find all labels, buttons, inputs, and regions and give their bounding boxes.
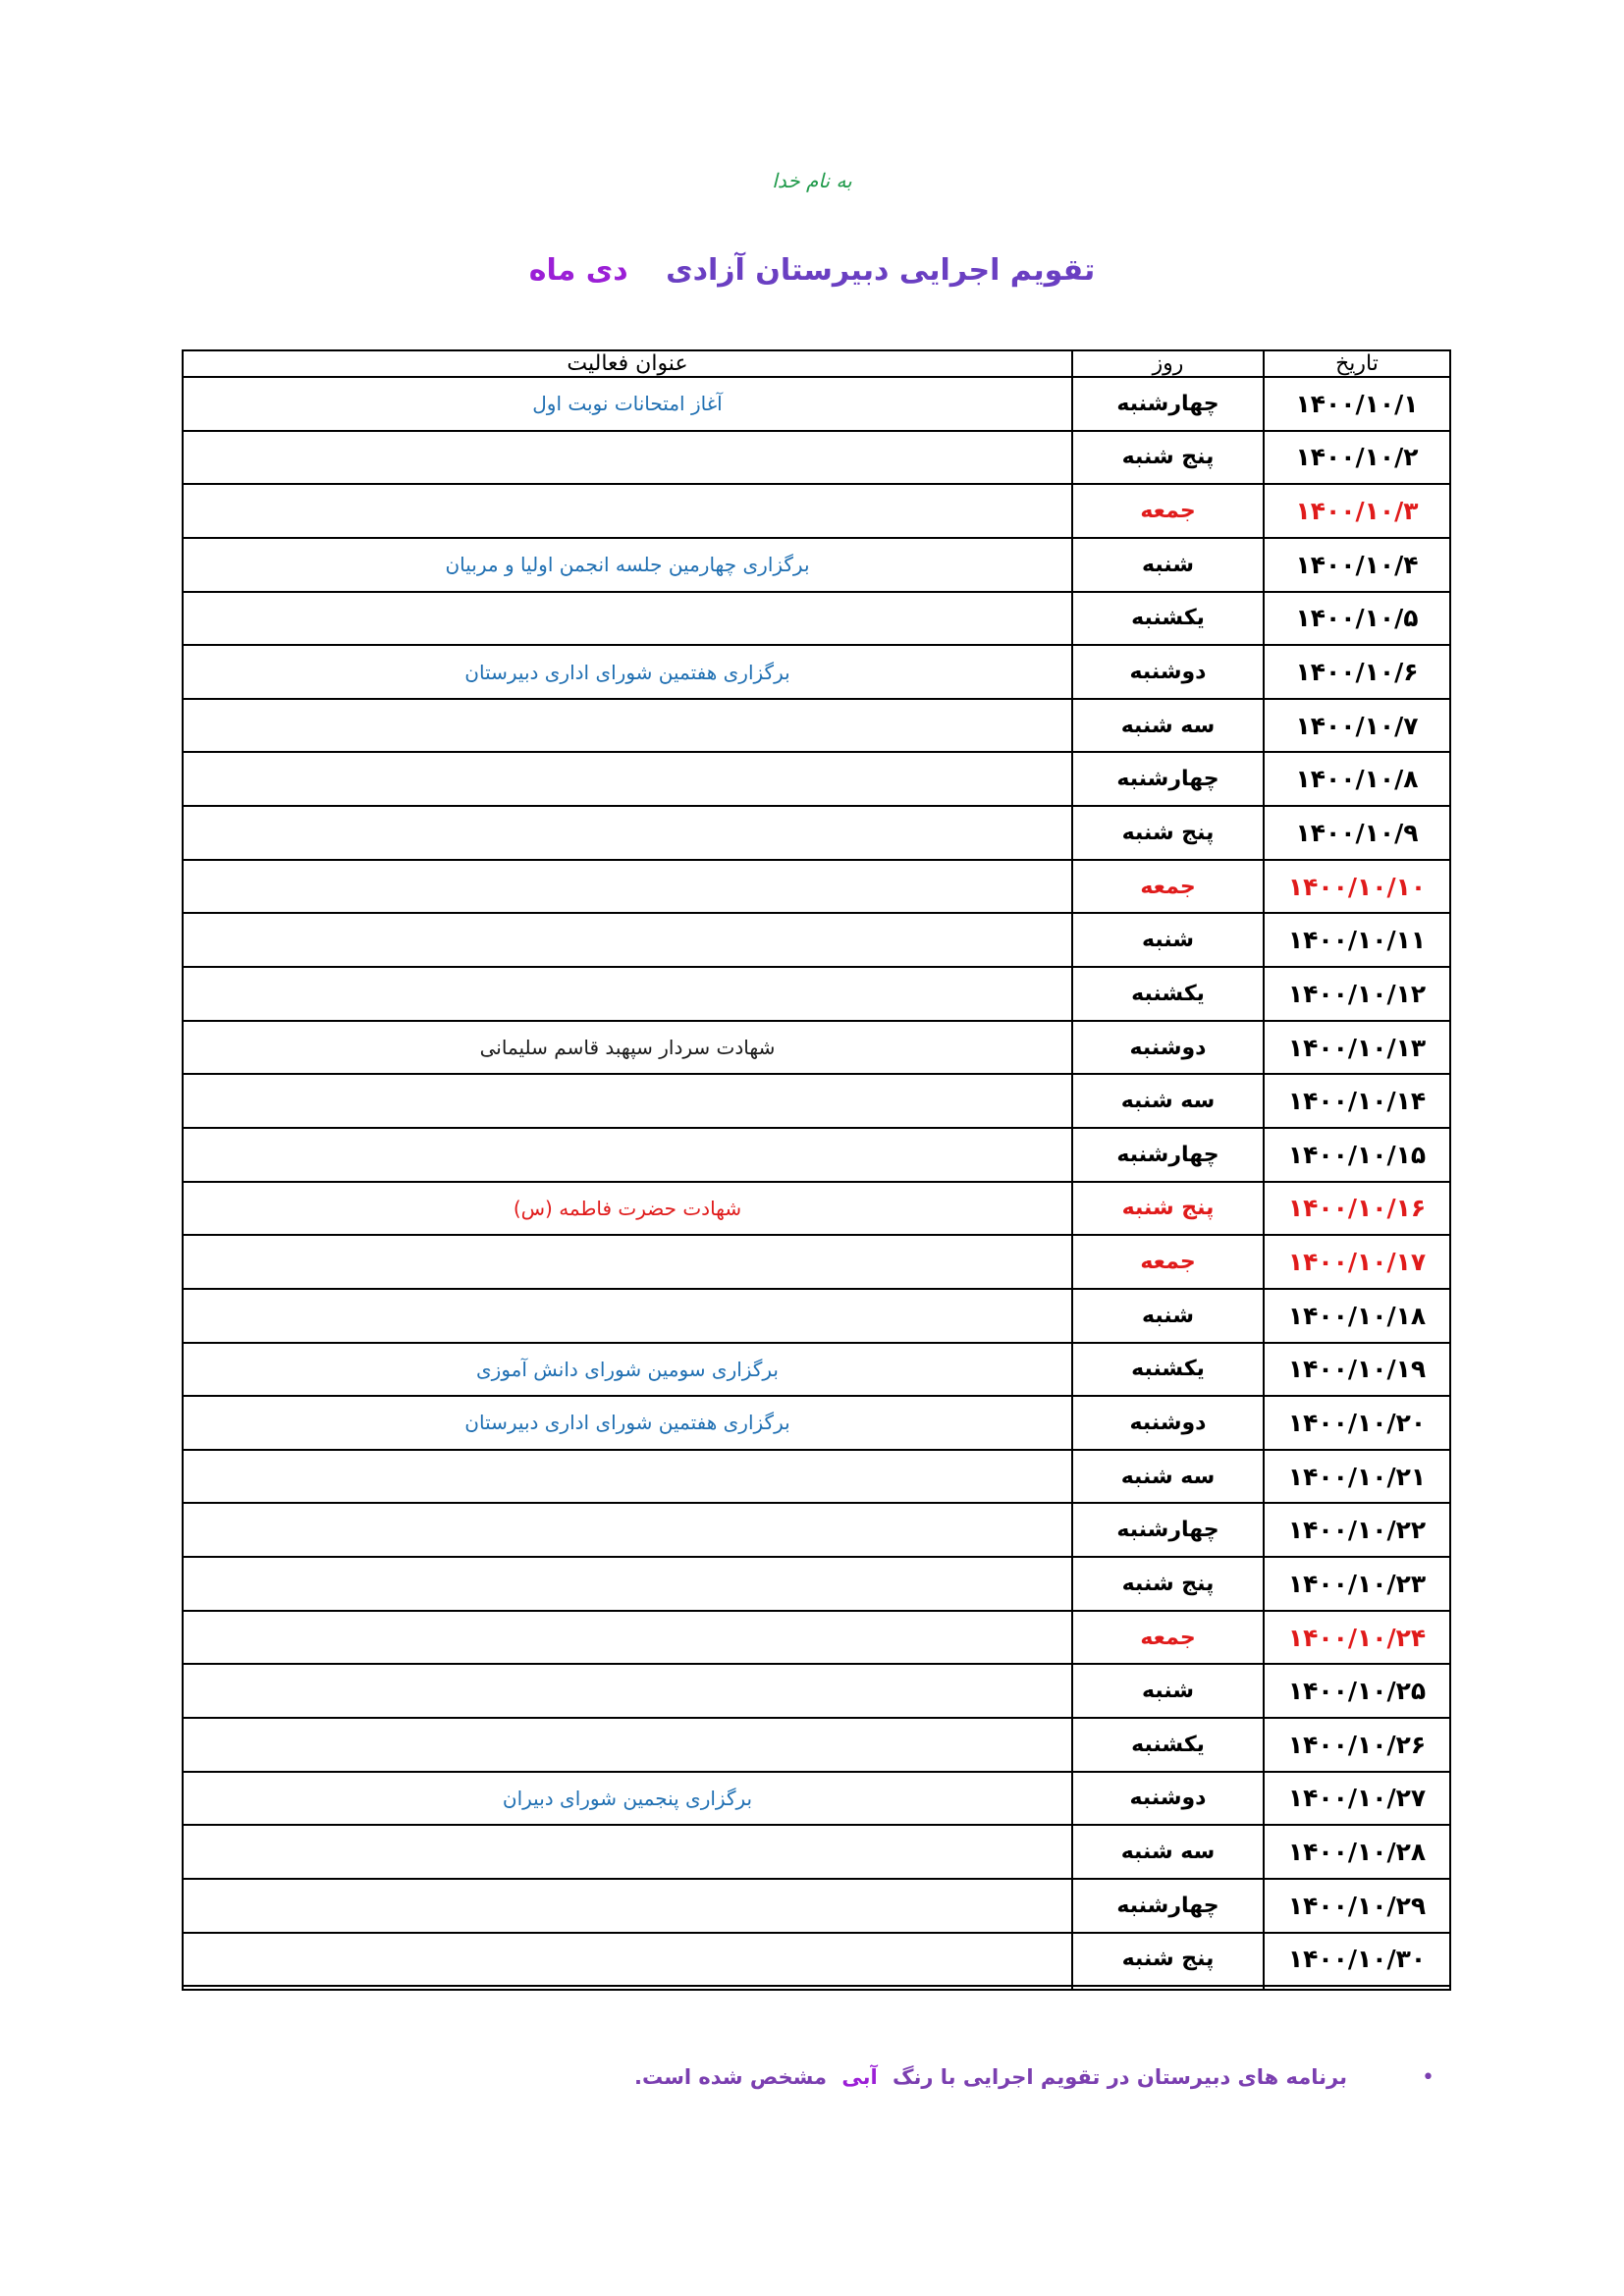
- cell-day: شنبه: [1072, 1289, 1264, 1343]
- cell-date: [1264, 1986, 1450, 1990]
- cell-date: ۱۴۰۰/۱۰/۲: [1264, 431, 1450, 485]
- cell-day: جمعه: [1072, 1611, 1264, 1665]
- table-row: [183, 484, 1450, 538]
- cell-activity: آغاز امتحانات نوبت اول: [183, 377, 1072, 431]
- cell-activity: برگزاری چهارمین جلسه انجمن اولیا و مربیان: [183, 538, 1072, 592]
- cell-activity: [183, 860, 1072, 914]
- cell-date: ۱۴۰۰/۱۰/۵: [1264, 592, 1450, 646]
- table-row: [183, 806, 1450, 860]
- cell-date: ۱۴۰۰/۱۰/۱۳: [1264, 1021, 1450, 1075]
- table-row: [183, 1772, 1450, 1826]
- cell-date: ۱۴۰۰/۱۰/۲۶: [1264, 1718, 1450, 1772]
- cell-date: ۱۴۰۰/۱۰/۲۱: [1264, 1450, 1450, 1504]
- cell-date: ۱۴۰۰/۱۰/۷: [1264, 699, 1450, 753]
- cell-date: ۱۴۰۰/۱۰/۱: [1264, 377, 1450, 431]
- cell-day: سه شنبه: [1072, 1450, 1264, 1504]
- cell-date: ۱۴۰۰/۱۰/۱۶: [1264, 1182, 1450, 1236]
- cell-date: ۱۴۰۰/۱۰/۸: [1264, 752, 1450, 806]
- cell-date: ۱۴۰۰/۱۰/۲۷: [1264, 1772, 1450, 1826]
- cell-date: ۱۴۰۰/۱۰/۱۰: [1264, 860, 1450, 914]
- table-row: [183, 860, 1450, 914]
- table-row: [183, 1718, 1450, 1772]
- cell-day: سه شنبه: [1072, 699, 1264, 753]
- cell-activity: [183, 806, 1072, 860]
- cell-date: ۱۴۰۰/۱۰/۳۰: [1264, 1933, 1450, 1987]
- header-activity: عنوان فعالیت: [183, 350, 1072, 377]
- cell-day: دوشنبه: [1072, 1772, 1264, 1826]
- cell-day: پنج شنبه: [1072, 1557, 1264, 1611]
- cell-day: چهارشنبه: [1072, 1128, 1264, 1182]
- cell-activity: برگزاری هفتمین شورای اداری دبیرستان: [183, 645, 1072, 699]
- cell-day: چهارشنبه: [1072, 1503, 1264, 1557]
- cell-date: ۱۴۰۰/۱۰/۱۵: [1264, 1128, 1450, 1182]
- table-row: [183, 699, 1450, 753]
- table-row: [183, 1343, 1450, 1397]
- cell-day: سه شنبه: [1072, 1074, 1264, 1128]
- cell-activity: [183, 1718, 1072, 1772]
- cell-activity: [183, 1986, 1072, 1990]
- cell-day: چهارشنبه: [1072, 377, 1264, 431]
- basmala: به نام خدا: [772, 169, 852, 192]
- cell-activity: [183, 484, 1072, 538]
- cell-activity: [183, 1611, 1072, 1665]
- cell-day: یکشنبه: [1072, 967, 1264, 1021]
- cell-date: ۱۴۰۰/۱۰/۱۸: [1264, 1289, 1450, 1343]
- cell-day: دوشنبه: [1072, 645, 1264, 699]
- cell-activity: [183, 1074, 1072, 1128]
- cell-day: پنج شنبه: [1072, 1182, 1264, 1236]
- cell-activity: شهادت حضرت فاطمه (س): [183, 1182, 1072, 1236]
- table-row: [183, 1933, 1450, 1987]
- cell-day: جمعه: [1072, 484, 1264, 538]
- cell-date: ۱۴۰۰/۱۰/۲۴: [1264, 1611, 1450, 1665]
- cell-day: چهارشنبه: [1072, 752, 1264, 806]
- cell-date: ۱۴۰۰/۱۰/۹: [1264, 806, 1450, 860]
- cell-date: ۱۴۰۰/۱۰/۱۲: [1264, 967, 1450, 1021]
- cell-activity: [183, 1503, 1072, 1557]
- footer-note-part2: مشخص شده است.: [634, 2065, 828, 2089]
- cell-date: ۱۴۰۰/۱۰/۶: [1264, 645, 1450, 699]
- cell-activity: [183, 1128, 1072, 1182]
- cell-day: پنج شنبه: [1072, 431, 1264, 485]
- table-row: [183, 592, 1450, 646]
- cell-activity: [183, 1933, 1072, 1987]
- table-row: [183, 1557, 1450, 1611]
- footer-note-part1: برنامه های دبیرستان در تقویم اجرایی با رنگ: [892, 2065, 1347, 2089]
- cell-day: جمعه: [1072, 860, 1264, 914]
- cell-day: پنج شنبه: [1072, 1933, 1264, 1987]
- table-row: [183, 1664, 1450, 1718]
- cell-date: ۱۴۰۰/۱۰/۲۲: [1264, 1503, 1450, 1557]
- cell-activity: [183, 699, 1072, 753]
- cell-activity: [183, 1235, 1072, 1289]
- table-body: [183, 377, 1450, 1990]
- cell-activity: [183, 967, 1072, 1021]
- cell-day: شنبه: [1072, 1664, 1264, 1718]
- cell-activity: [183, 1557, 1072, 1611]
- cell-day: چهارشنبه: [1072, 1879, 1264, 1933]
- table-row: [183, 1289, 1450, 1343]
- table-row: [183, 1235, 1450, 1289]
- bullet-icon: •: [1422, 2065, 1435, 2090]
- cell-activity: [183, 752, 1072, 806]
- title-month: دی ماه: [528, 253, 628, 288]
- cell-activity: برگزاری سومین شورای دانش آموزی: [183, 1343, 1072, 1397]
- cell-date: ۱۴۰۰/۱۰/۲۹: [1264, 1879, 1450, 1933]
- calendar-table: [182, 349, 1451, 1991]
- cell-day: [1072, 1986, 1264, 1990]
- header-date: تاریخ: [1264, 350, 1450, 377]
- table-row: [183, 1021, 1450, 1075]
- cell-date: ۱۴۰۰/۱۰/۴: [1264, 538, 1450, 592]
- cell-date: ۱۴۰۰/۱۰/۱۱: [1264, 913, 1450, 967]
- table-row: [183, 377, 1450, 431]
- header-day: روز: [1072, 350, 1264, 377]
- cell-activity: برگزاری هفتمین شورای اداری دبیرستان: [183, 1396, 1072, 1450]
- table-row: [183, 1182, 1450, 1236]
- cell-date: ۱۴۰۰/۱۰/۲۵: [1264, 1664, 1450, 1718]
- footer-note-accent: آبی: [841, 2065, 878, 2089]
- table-row: [183, 1879, 1450, 1933]
- table-row: [183, 1825, 1450, 1879]
- title-text: تقویم اجرایی دبیرستان آزادی: [666, 253, 1096, 288]
- table-row: [183, 1128, 1450, 1182]
- table-row: [183, 431, 1450, 485]
- cell-day: جمعه: [1072, 1235, 1264, 1289]
- cell-activity: [183, 1664, 1072, 1718]
- table-row: [183, 1074, 1450, 1128]
- table-row: [183, 538, 1450, 592]
- table-row: [183, 1450, 1450, 1504]
- cell-day: شنبه: [1072, 913, 1264, 967]
- cell-day: دوشنبه: [1072, 1396, 1264, 1450]
- cell-activity: شهادت سردار سپهبد قاسم سلیمانی: [183, 1021, 1072, 1075]
- table-row: [183, 752, 1450, 806]
- cell-activity: [183, 1825, 1072, 1879]
- cell-date: ۱۴۰۰/۱۰/۲۰: [1264, 1396, 1450, 1450]
- cell-activity: [183, 1450, 1072, 1504]
- cell-date: ۱۴۰۰/۱۰/۱۴: [1264, 1074, 1450, 1128]
- cell-day: پنج شنبه: [1072, 806, 1264, 860]
- cell-date: ۱۴۰۰/۱۰/۱۷: [1264, 1235, 1450, 1289]
- table-row: [183, 1611, 1450, 1665]
- cell-day: یکشنبه: [1072, 1718, 1264, 1772]
- cell-date: ۱۴۰۰/۱۰/۱۹: [1264, 1343, 1450, 1397]
- cell-activity: [183, 1289, 1072, 1343]
- cell-activity: [183, 592, 1072, 646]
- cell-activity: [183, 1879, 1072, 1933]
- footer-note: [634, 2065, 1347, 2089]
- cell-day: یکشنبه: [1072, 1343, 1264, 1397]
- cell-date: ۱۴۰۰/۱۰/۲۸: [1264, 1825, 1450, 1879]
- cell-day: سه شنبه: [1072, 1825, 1264, 1879]
- table-row: [183, 645, 1450, 699]
- page-title: [0, 253, 1624, 288]
- table-row: [183, 1396, 1450, 1450]
- table-row: [183, 1986, 1450, 1990]
- cell-activity: [183, 431, 1072, 485]
- cell-day: دوشنبه: [1072, 1021, 1264, 1075]
- cell-day: شنبه: [1072, 538, 1264, 592]
- cell-date: ۱۴۰۰/۱۰/۳: [1264, 484, 1450, 538]
- table-row: [183, 913, 1450, 967]
- cell-activity: [183, 913, 1072, 967]
- cell-activity: برگزاری پنجمین شورای دبیران: [183, 1772, 1072, 1826]
- cell-date: ۱۴۰۰/۱۰/۲۳: [1264, 1557, 1450, 1611]
- cell-day: یکشنبه: [1072, 592, 1264, 646]
- table-row: [183, 967, 1450, 1021]
- table-header-row: [183, 350, 1450, 377]
- table-row: [183, 1503, 1450, 1557]
